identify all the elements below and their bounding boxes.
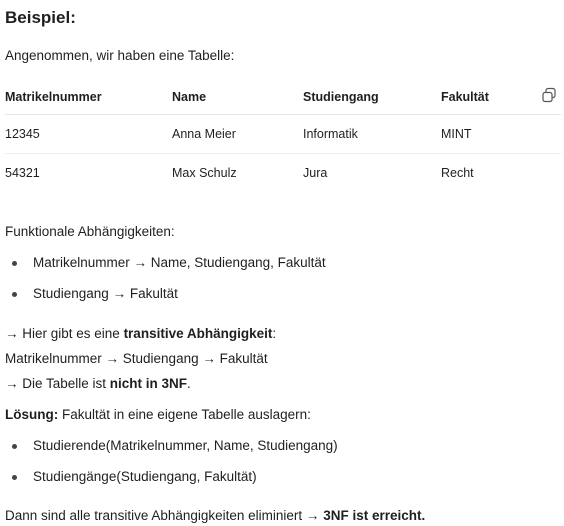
text-span: → Hier gibt es eine [5, 326, 124, 341]
column-header-studiengang: Studiengang [303, 82, 441, 115]
copy-table-button[interactable] [541, 87, 557, 103]
table-cell: Recht [441, 166, 474, 180]
conclusion-text: Dann sind alle transitive Abhängigkeiten eliminiert → [5, 508, 324, 523]
conclusion-bold: 3NF ist erreicht. [323, 508, 426, 523]
table-header-row [5, 82, 561, 115]
table-cell: MINT [441, 115, 526, 154]
list-item: Studierende(Matrikelnummer, Name, Studiengang) [5, 436, 561, 456]
transitive-line-3 [5, 374, 561, 394]
table-cell-empty [526, 115, 561, 154]
table-cell: Anna Meier [172, 115, 303, 154]
table-row [5, 154, 561, 193]
column-header-matrikelnummer: Matrikelnummer [5, 82, 172, 115]
text-span: . [187, 376, 191, 391]
bold-text: nicht in 3NF [109, 376, 188, 391]
conclusion-line [5, 506, 561, 526]
copy-icon [541, 87, 557, 103]
student-table [5, 82, 561, 192]
bold-text: transitive Abhängigkeit [123, 326, 273, 341]
text-span: : [272, 326, 277, 341]
intro-text: Angenommen, wir haben eine Tabelle: [5, 48, 235, 63]
column-header-fakultaet: Fakultät [441, 82, 526, 115]
table-cell: Informatik [303, 115, 441, 154]
table-cell: Max Schulz [172, 166, 237, 180]
message-content [5, 0, 561, 526]
copy-cell [526, 82, 561, 115]
fd-list [5, 253, 561, 304]
table-row [5, 115, 561, 154]
transitive-line-2: Matrikelnummer → Studiengang → Fakultät [5, 351, 268, 366]
column-header-name: Name [172, 82, 303, 115]
table-cell-empty [526, 154, 561, 193]
list-item: Matrikelnummer → Name, Studiengang, Fakultät [5, 253, 561, 273]
solution-line [5, 405, 561, 425]
text-span: → Die Tabelle ist [5, 376, 110, 391]
list-item: Studiengang → Fakultät [5, 284, 561, 304]
table-cell: 54321 [5, 166, 40, 180]
table-cell: 12345 [5, 115, 172, 154]
fd-title: Funktionale Abhängigkeiten: [5, 224, 175, 239]
solution-text: Fakultät in eine eigene Tabelle auslagern: [58, 407, 311, 422]
list-item: Studiengänge(Studiengang, Fakultät) [5, 467, 561, 487]
example-heading: Beispiel: [5, 8, 76, 27]
solution-list [5, 436, 561, 487]
table-cell: Jura [303, 166, 328, 180]
solution-label: Lösung: [5, 407, 59, 422]
transitive-line-1 [5, 324, 561, 344]
